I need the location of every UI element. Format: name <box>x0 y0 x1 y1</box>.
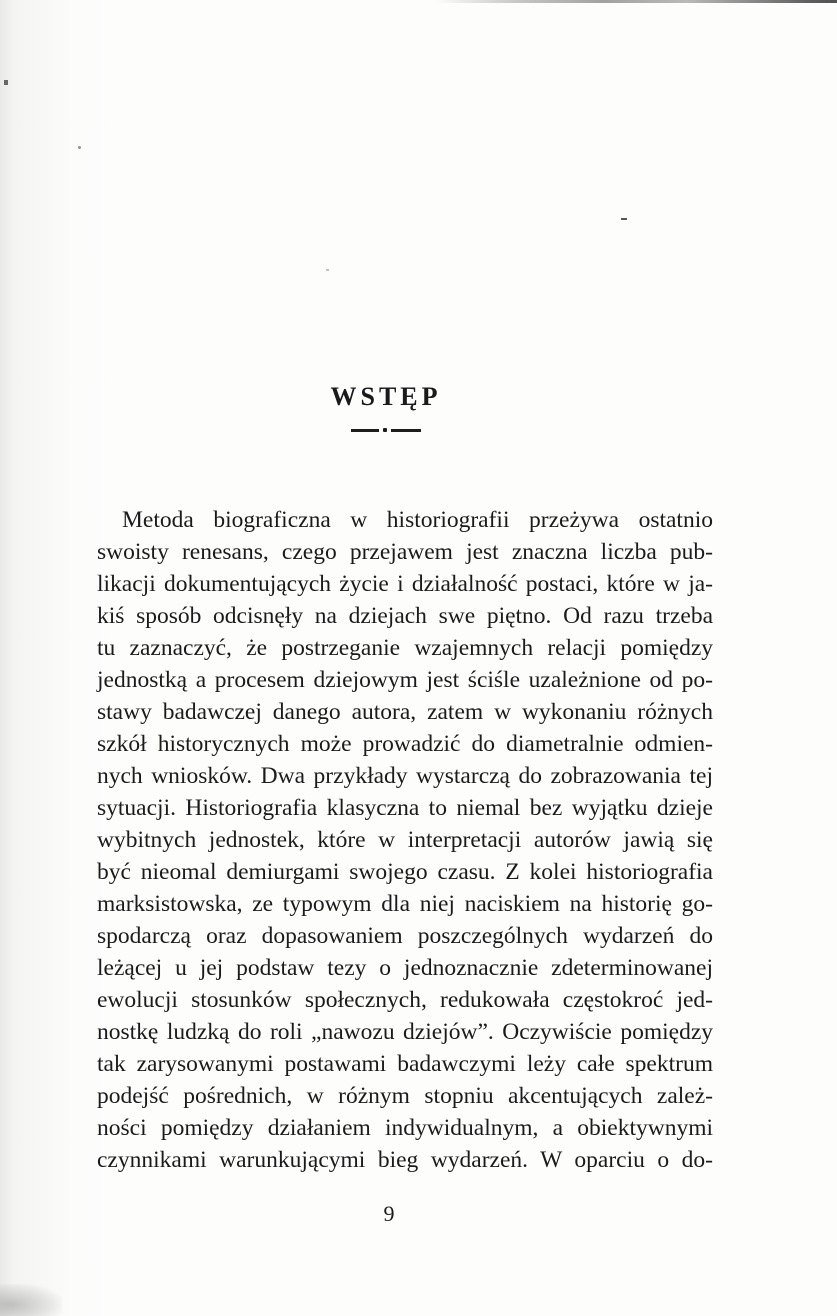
paragraph-line: stawy badawczej danego autora, zatem w wykonaniu różnych <box>97 699 713 725</box>
scan-speck <box>326 269 329 271</box>
paragraph-line: swoisty renesans, czego przejawem jest znaczna liczba pub- <box>97 539 713 565</box>
scan-artifact-top-edge <box>0 0 837 3</box>
page-number: 9 <box>383 1201 395 1226</box>
chapter-title: WSTĘP <box>330 382 442 411</box>
ornament-left-rule <box>351 429 379 432</box>
scan-smudge-bottom-left <box>0 1284 62 1316</box>
scan-speck <box>78 146 81 149</box>
paragraph-line: czynnikami warunkującymi bieg wydarzeń. W oparciu o do- <box>97 1147 713 1173</box>
paragraph-line: kiś sposób odcisnęły na dziejach swe piętno. Od razu trzeba <box>97 603 713 629</box>
paragraph-line: ewolucji stosunków społecznych, redukowała częstokroć jed- <box>97 987 713 1013</box>
paragraph-line: nych wniosków. Dwa przykłady wystarczą do zobrazowania tej <box>97 763 713 789</box>
ornament-right-rule <box>391 429 421 432</box>
paragraph-line: Metoda biograficzna w historiografii przeżywa ostatnio <box>122 507 713 533</box>
paragraph-line: tu zaznaczyć, że postrzeganie wzajemnych relacji pomiędzy <box>97 635 713 661</box>
scan-speck <box>621 218 627 220</box>
paragraph-line: szkół historycznych może prowadzić do diametralnie odmien- <box>97 731 713 757</box>
paragraph-line: spodarczą oraz dopasowaniem poszczególnych wydarzeń do <box>97 923 713 949</box>
scan-speck <box>4 80 8 85</box>
paragraph-line: likacji dokumentujących życie i działalność postaci, które w ja- <box>97 571 713 597</box>
paragraph-line: ności pomiędzy działaniem indywidualnym, a obiektywnymi <box>97 1115 713 1141</box>
paragraph-line: jednostką a procesem dziejowym jest ściśle uzależnione od po- <box>97 667 713 693</box>
divider-ornament <box>0 429 772 432</box>
paragraph-line: sytuacji. Historiografia klasyczna to niemal bez wyjątku dzieje <box>97 795 713 821</box>
paragraph-line: wybitnych jednostek, które w interpretacji autorów jawią się <box>97 827 713 853</box>
paragraph-line: leżącej u jej podstaw tezy o jednoznacznie zdeterminowanej <box>97 955 713 981</box>
paragraph-line: podejść pośrednich, w różnym stopniu akcentujących zależ- <box>97 1083 713 1109</box>
paragraph-line: być nieomal demiurgami swojego czasu. Z kolei historiografia <box>97 859 713 885</box>
paragraph-line: marksistowska, ze typowym dla niej naciskiem na historię go- <box>97 891 713 917</box>
paragraph-line: tak zarysowanymi postawami badawczymi leży całe spektrum <box>97 1051 713 1077</box>
paragraph-line: nostkę ludzką do roli „nawozu dziejów”. Oczywiście pomiędzy <box>97 1019 713 1045</box>
ornament-dot <box>383 428 387 432</box>
body-paragraph <box>97 504 713 1176</box>
